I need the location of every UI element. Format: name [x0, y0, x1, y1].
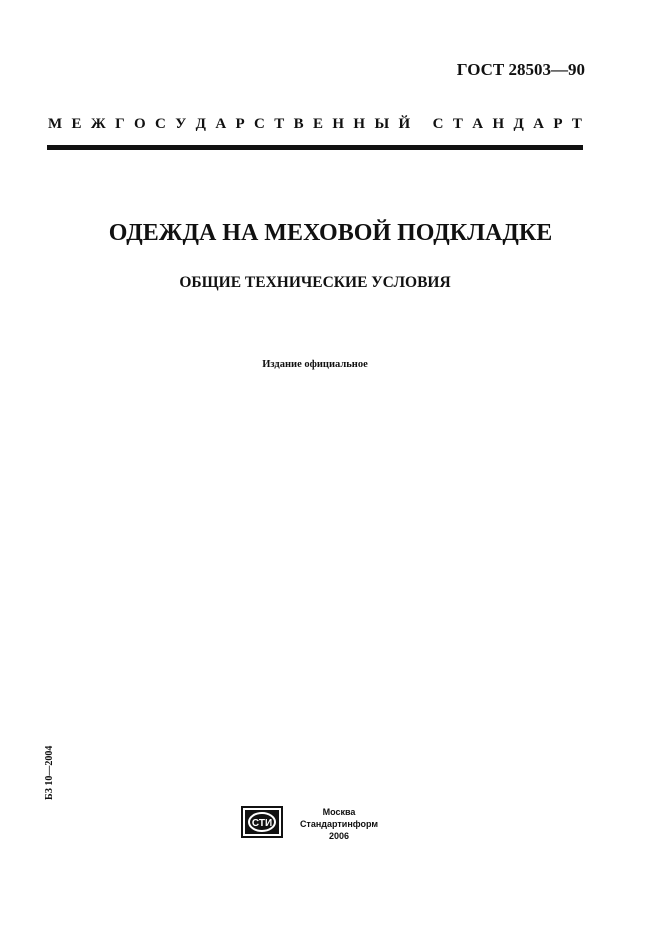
- label-letter: Д: [513, 116, 524, 132]
- edition-note: Издание официальное: [262, 359, 368, 370]
- header-divider: [47, 145, 583, 150]
- document-code: ГОСТ 28503—90: [456, 60, 585, 79]
- document-title: ОДЕЖДА НА МЕХОВОЙ ПОДКЛАДКЕ: [108, 220, 553, 246]
- label-letter: В: [293, 116, 304, 132]
- label-letter: Н: [332, 116, 345, 132]
- label-letter: Р: [553, 116, 563, 132]
- publisher-block: [294, 806, 384, 842]
- label-letter: У: [175, 116, 187, 132]
- document-subtitle: ОБЩИЕ ТЕХНИЧЕСКИЕ УСЛОВИЯ: [179, 274, 451, 291]
- label-letter: Т: [274, 116, 285, 132]
- label-letter: Д: [195, 116, 206, 132]
- label-letter: Е: [71, 116, 82, 132]
- label-letter: С: [254, 116, 265, 132]
- logo-text: СТИ: [251, 818, 273, 829]
- bz-code: БЗ 10—2004: [44, 745, 55, 800]
- standartinform-logo-icon: [241, 806, 283, 838]
- publisher-name: Стандартинформ: [299, 819, 379, 829]
- label-letter: Г: [115, 116, 125, 132]
- interstate-standard-label: [48, 116, 582, 133]
- label-letter: М: [48, 116, 63, 132]
- label-letter: С: [155, 116, 166, 132]
- publisher-city: Москва: [322, 807, 356, 817]
- label-letter: О: [134, 116, 146, 132]
- label-letter: Т: [571, 116, 582, 132]
- label-letter: Ж: [90, 116, 106, 132]
- label-letter: Р: [235, 116, 245, 132]
- label-letter: А: [472, 116, 484, 132]
- label-letter: Ы: [374, 116, 390, 132]
- label-letter: А: [533, 116, 545, 132]
- label-letter: С: [432, 116, 444, 132]
- label-letter: Н: [492, 116, 505, 132]
- label-letter: Е: [313, 116, 324, 132]
- publisher-year: 2006: [328, 831, 350, 841]
- label-letter: А: [215, 116, 227, 132]
- label-letter: Й: [398, 116, 411, 132]
- label-space: [420, 116, 424, 133]
- label-letter: Н: [353, 116, 366, 132]
- label-letter: Т: [452, 116, 463, 132]
